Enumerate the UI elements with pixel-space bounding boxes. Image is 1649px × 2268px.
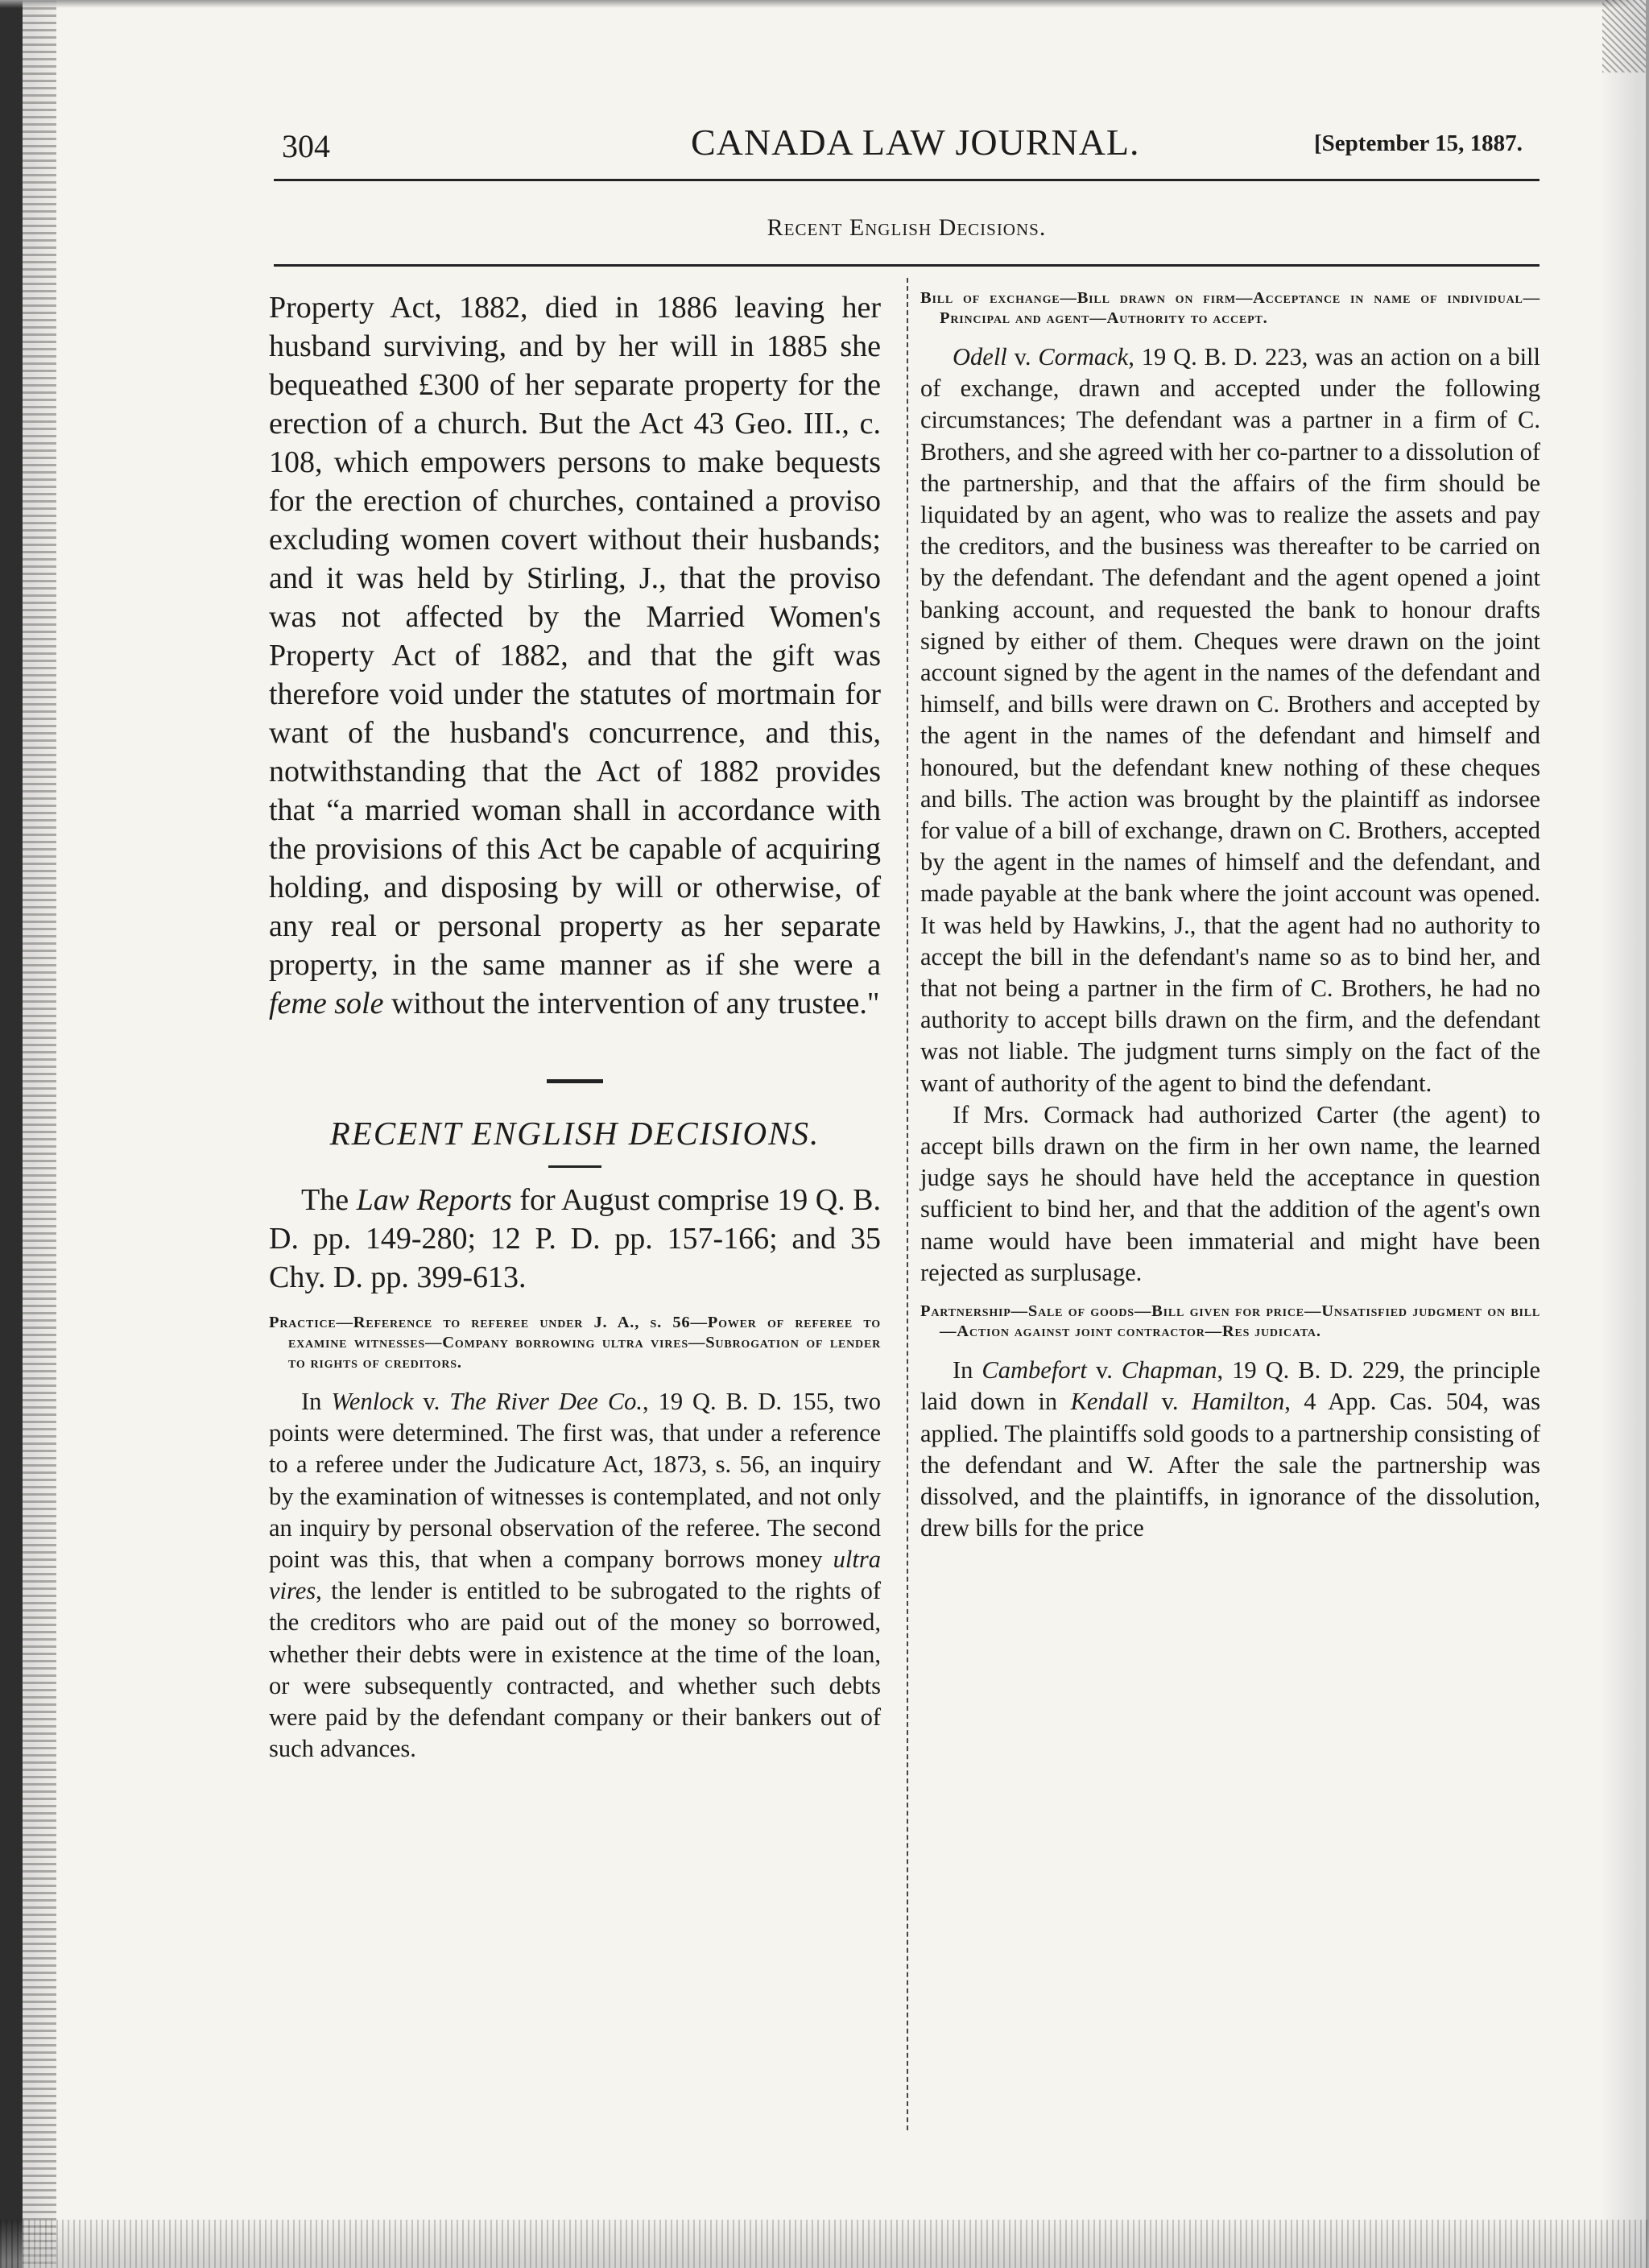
case-paragraph-wenlock: [269, 1386, 881, 1765]
scan-edge-bottom: [0, 2220, 1649, 2268]
continuation-italic: feme sole: [269, 987, 384, 1020]
case3-name-c: Kendall: [1070, 1388, 1149, 1416]
case1-v: v.: [413, 1388, 450, 1415]
case3-pre: In: [953, 1356, 982, 1384]
case2-name-a: Odell: [953, 343, 1007, 370]
case1-name-a: Wenlock: [331, 1388, 414, 1415]
right-column: [920, 288, 1540, 1544]
case2-text: , 19 Q. B. D. 223, was an action on a bill of exchange, drawn and accepted under the following circumstances; The defendant was a partner in a firm of C. Brothers, and she agreed with her co-partner to a dissolution of the partnership, and that the affairs of the firm should be liquidated by an agent, who was to realize the assets and pay the creditors, and the business was thereafter to be carried on by the defendant. The defendant and the agent opened a joint banking account, and requested the bank to honour drafts signed by either of them. Cheques were drawn on the joint account signed by the agent in the names of the defendant and himself, and bills were drawn on C. Brothers and accepted by the agent in the names of the defendant and himself and honoured, but the defendant knew nothing of these cheques and bills. The action was brought by the plaintiff as indorsee for value of a bill of exchange, drawn on C. Brothers, accepted by the agent in the names of himself and the defendant, and made payable at the bank where the joint account was opened. It was held by Hawkins, J., that the agent had no authority to accept the bill in the defendant's name so as to bind her, and that not being a partner in the firm of C. Brothers, he had no authority to accept bills drawn on the firm, and the defendant was not liable. The judgment turns simply on the fact of the want of authority of the agent to bind the defendant.: [920, 343, 1540, 1097]
case1-name-b: The River Dee Co.: [449, 1388, 643, 1415]
case3-v2: v.: [1148, 1388, 1192, 1416]
case3-mid: , 19 Q. B. D. 229, the principle laid down in: [920, 1356, 1540, 1416]
intro-italic: Law Reports: [356, 1183, 512, 1217]
continuation-end: without the intervention of any trustee.": [383, 987, 880, 1020]
section-rule: [274, 264, 1539, 267]
case-caption-partnership: Partnership—Sale of goods—Bill given for price—Unsatisfied judgment on bill—Action against joint contractor—Res judicata.: [920, 1302, 1540, 1341]
case1-text: , 19 Q. B. D. 155, two points were determined. The first was, that under a reference to a referee under the Judicature Act, 1873, s. 56, an inquiry by the examination of witnesses is contemplated, and not only an inquiry by personal observation of the referee. The second point was this, that when a company borrows money: [269, 1388, 881, 1574]
issue-date: [September 15, 1887.: [1314, 130, 1523, 156]
case-paragraph-cambefort: [920, 1355, 1540, 1544]
running-section-header: Recent English Decisions.: [767, 214, 1047, 241]
page-number: 304: [282, 128, 330, 164]
case3-name-d: Hamilton: [1191, 1388, 1285, 1416]
case3-name-b: Chapman: [1121, 1356, 1217, 1384]
case-caption-practice: Practice—Reference to referee under J. A., s. 56—Power of referee to examine witnesses—Company borrowing ultra vires—Subrogation of lender to rights of creditors.: [269, 1314, 881, 1372]
case-paragraph-cormack-2: If Mrs. Cormack had authorized Carter (the agent) to accept bills drawn on the firm in her own name, the learned judge says he should have held the acceptance in question sufficient to bind her, and that the addition of the agent's own name would have been immaterial and might have been rejected as surplusage.: [920, 1100, 1540, 1286]
scan-edge-top: [0, 0, 1649, 8]
case3-v: v.: [1086, 1356, 1122, 1384]
column-divider: [907, 278, 908, 2130]
case2-v: v.: [1006, 343, 1039, 370]
scan-edge-right: [1601, 0, 1649, 2268]
case1-italic: ultra vires: [269, 1546, 881, 1605]
case3-text: , 4 App. Cas. 504, was applied. The plaintiffs sold goods to a partnership consisting of the defendant and W. After the sale the partnership was dissolved, and the plaintiffs, in ignorance of the dissolution, drew bills for the price: [920, 1388, 1540, 1542]
section-title: RECENT ENGLISH DECISIONS.: [329, 1115, 820, 1152]
intro-pre: The: [301, 1183, 357, 1217]
case-caption-bill-of-exchange: Bill of exchange—Bill drawn on firm—Acceptance in name of individual—Principal and agent—Authority to accept.: [920, 289, 1540, 327]
left-column: [269, 288, 881, 1765]
scan-speckle: [1602, 0, 1646, 72]
case1-pre: In: [301, 1388, 332, 1415]
intro-paragraph: [269, 1181, 881, 1297]
case3-name-a: Cambefort: [982, 1356, 1087, 1384]
case2-name-b: Cormack: [1038, 343, 1129, 370]
continuation-text: Property Act, 1882, died in 1886 leaving her husband surviving, and by her will in 1885 she bequeathed £300 of her separate property for the erection of a church. But the Act 43 Geo. III., c. 108, which empowers persons to make bequests for the erection of churches, contained a proviso excluding women covert without their husbands; and it was held by Stirling, J., that the proviso was not affected by the Married Women's Property Act of 1882, and that the gift was therefore void under the statutes of mortmain for want of the husband's concurrence, and this, notwithstanding that the Act of 1882 provides that “a married woman shall in accordance with the provisions of this Act be capable of acquiring holding, and disposing by will or otherwise, of any real or personal property as her separate property, in the same manner as if she were a: [269, 291, 881, 982]
scan-edge-left-dark: [0, 0, 23, 2268]
continuation-paragraph: [269, 288, 881, 1023]
intro-post: for August comprise 19 Q. B. D. pp. 149-280; 12 P. D. pp. 157-166; and 35 Chy. D. pp. 399-613.: [269, 1183, 882, 1294]
case1-end: , the lender is entitled to be subrogated to the rights of the creditors who are paid out of the money so borrowed, whether their debts were in existence at the time of the loan, or were subsequently contracted, and whether such debts were paid by the defendant company or their bankers out of such advances.: [269, 1577, 881, 1763]
case-paragraph-odell: [920, 341, 1540, 1099]
header-rule: [274, 179, 1539, 181]
journal-title: CANADA LAW JOURNAL.: [691, 122, 1140, 163]
